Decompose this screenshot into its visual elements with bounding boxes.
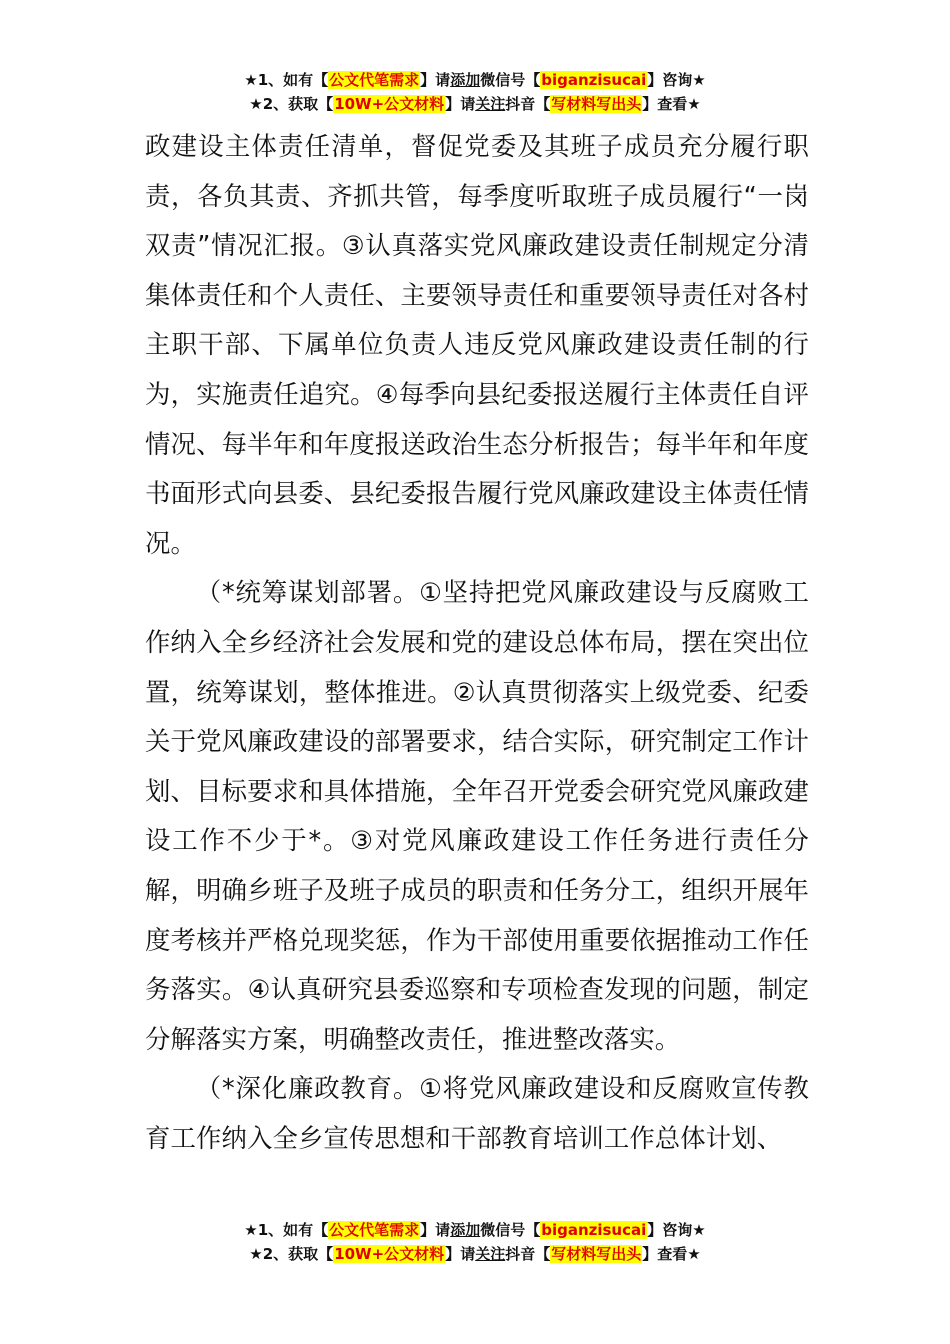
- footer-banner: [0, 1218, 950, 1266]
- highlight-service: 公文代笔需求: [329, 71, 420, 89]
- highlight-douyin-account: 写材料写出头: [551, 95, 642, 113]
- banner-line-1: [0, 1218, 950, 1242]
- banner-line-2: [0, 92, 950, 116]
- highlight-wechat-id: biganzisucai: [541, 71, 647, 89]
- banner-text: 】查看★: [642, 95, 701, 113]
- banner-text: 微信号【: [480, 1221, 541, 1239]
- banner-text: ★2、获取【: [249, 95, 334, 113]
- document-body: [145, 122, 809, 1163]
- banner-text: ★1、如有【: [244, 71, 329, 89]
- banner-text: 】咨询★: [647, 71, 706, 89]
- header-banner: [0, 68, 950, 116]
- highlight-service: 公文代笔需求: [329, 1221, 420, 1239]
- banner-text: 微信号【: [480, 71, 541, 89]
- highlight-wechat-id: biganzisucai: [541, 1221, 647, 1239]
- banner-text: 】查看★: [642, 1245, 701, 1263]
- banner-emphasis: 关注: [475, 95, 506, 113]
- banner-text: 抖音【: [505, 1245, 551, 1263]
- banner-emphasis: 添加: [450, 71, 481, 89]
- highlight-materials: 10W+公文材料: [334, 1245, 445, 1263]
- highlight-materials: 10W+公文材料: [334, 95, 445, 113]
- banner-text: 】请: [420, 71, 451, 89]
- banner-text: ★2、获取【: [249, 1245, 334, 1263]
- paragraph-education: （*深化廉政教育。①将党风廉政建设和反腐败宣传教育工作纳入全乡宣传思想和干部教育培训工作总体计划、: [145, 1073, 809, 1153]
- banner-text: 】请: [445, 95, 476, 113]
- banner-emphasis: 添加: [450, 1221, 481, 1239]
- banner-line-1: [0, 68, 950, 92]
- paragraph-planning: （*统筹谋划部署。①坚持把党风廉政建设与反腐败工作纳入全乡经济社会发展和党的建设总体布局，摆在突出位置，统筹谋划，整体推进。②认真贯彻落实上级党委、纪委关于党风廉政建设的部署要求，结合实际，研究制定工作计划、目标要求和具体措施，全年召开党委会研究党风廉政建设工作不少于*。③对党风廉政建设工作任务进行责任分解，明确乡班子及班子成员的职责和任务分工，组织开展年度考核并严格兑现奖惩，作为干部使用重要依据推动工作任务落实。④认真研究县委巡察和专项检查发现的问题，制定分解落实方案，明确整改责任，推进整改落实。: [145, 577, 809, 1054]
- paragraph-continuation: 政建设主体责任清单，督促党委及其班子成员充分履行职责，各负其责、齐抓共管，每季度听取班子成员履行“一岗双责”情况汇报。③认真落实党风廉政建设责任制规定分清集体责任和个人责任、主要领导责任和重要领导责任对各村主职干部、下属单位负责人违反党风廉政建设责任制的行为，实施责任追究。④每季向县纪委报送履行主体责任自评情况、每半年和年度报送政治生态分析报告；每半年和年度书面形式向县委、县纪委报告履行党风廉政建设主体责任情况。: [145, 131, 809, 558]
- highlight-douyin-account: 写材料写出头: [551, 1245, 642, 1263]
- banner-text: 】请: [420, 1221, 451, 1239]
- banner-text: ★1、如有【: [244, 1221, 329, 1239]
- banner-text: 】咨询★: [647, 1221, 706, 1239]
- banner-text: 】请: [445, 1245, 476, 1263]
- banner-text: 抖音【: [505, 95, 551, 113]
- banner-line-2: [0, 1242, 950, 1266]
- banner-emphasis: 关注: [475, 1245, 506, 1263]
